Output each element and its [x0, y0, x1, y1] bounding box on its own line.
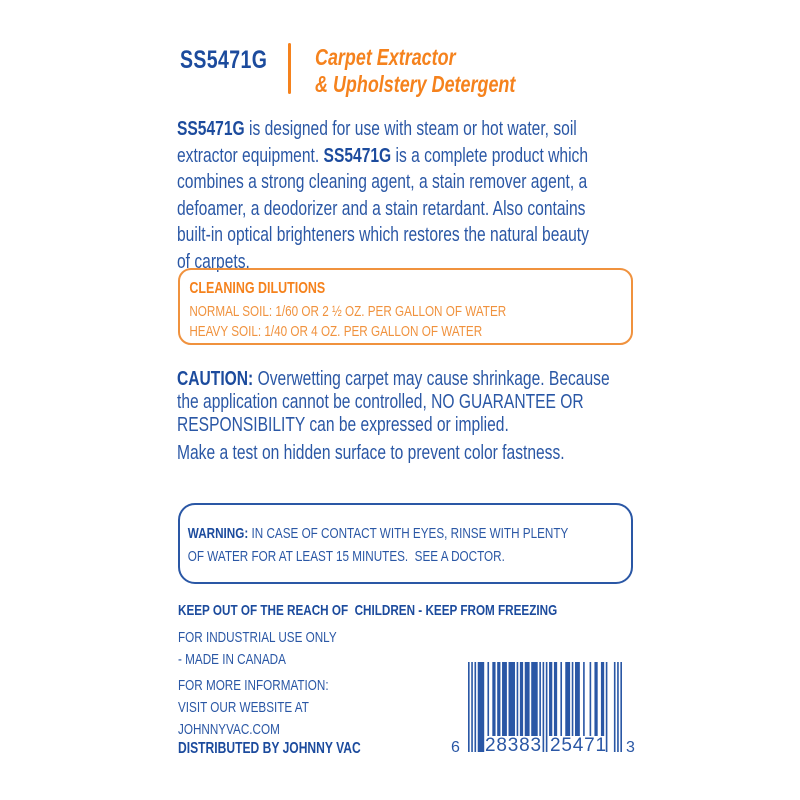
- test-note: Make a test on hidden surface to prevent color fastness.: [177, 442, 565, 464]
- website-info: [178, 675, 329, 741]
- cleaning-dilutions-content: [180, 270, 532, 342]
- product-code-inline: SS5471G: [323, 144, 392, 167]
- text-line: combines a strong cleaning agent, a stain remover agent, a: [177, 171, 588, 193]
- heavy-soil-dilution: HEAVY SOIL: 1/40 OR 4 OZ. PER GALLON OF WATER: [189, 323, 483, 340]
- warning-content: [180, 505, 569, 568]
- product-title-line2: & Upholstery Detergent: [315, 71, 516, 97]
- warning-box: [178, 503, 633, 584]
- made-in-line: - MADE IN CANADA: [178, 651, 286, 668]
- keep-out-warning: KEEP OUT OF THE REACH OF CHILDREN - KEEP FROM FREEZING: [178, 602, 558, 619]
- barcode-digit-left: 6: [451, 739, 460, 756]
- text-line: the application cannot be controlled, NO GUARANTEE OR: [177, 391, 584, 413]
- cleaning-dilutions-box: [178, 268, 633, 345]
- caution-text: [177, 368, 610, 437]
- caution-label: CAUTION:: [177, 368, 254, 390]
- text-line: extractor equipment.: [177, 144, 324, 167]
- more-info-line: FOR MORE INFORMATION:: [178, 677, 329, 694]
- warning-label: WARNING:: [187, 525, 249, 542]
- barcode: [451, 662, 635, 757]
- barcode-digit-right: 3: [626, 739, 635, 756]
- cleaning-dilutions-title: CLEANING DILUTIONS: [189, 280, 326, 297]
- header-divider: [288, 43, 291, 94]
- product-title: [315, 44, 515, 98]
- text-line: Overwetting carpet may cause shrinkage. Because: [253, 368, 610, 390]
- text-line: of carpets.: [177, 250, 250, 273]
- website-url: JOHNNYVAC.COM: [178, 721, 280, 738]
- text-line: is designed for use with steam or hot water, soil: [244, 118, 577, 140]
- usage-info: [178, 627, 337, 671]
- product-code: SS5471G: [180, 46, 268, 74]
- text-line: built-in optical brighteners which restores the natural beauty: [177, 224, 589, 246]
- barcode-digits-group2: 25471: [550, 735, 607, 756]
- product-code-inline: SS5471G: [177, 118, 245, 140]
- text-line: RESPONSIBILITY can be expressed or implied.: [177, 414, 509, 436]
- product-description: [177, 116, 589, 275]
- text-line: OF WATER FOR AT LEAST 15 MINUTES. SEE A DOCTOR.: [187, 548, 505, 565]
- text-line: IN CASE OF CONTACT WITH EYES, RINSE WITH PLENTY: [248, 525, 569, 542]
- normal-soil-dilution: NORMAL SOIL: 1/60 OR 2 ½ OZ. PER GALLON OF WATER: [189, 303, 507, 320]
- barcode-digits-group1: 28383: [485, 735, 542, 756]
- text-line: defoamer, a deodorizer and a stain retardant. Also contains: [177, 197, 586, 220]
- industrial-use-line: FOR INDUSTRIAL USE ONLY: [178, 629, 337, 646]
- visit-website-line: VISIT OUR WEBSITE AT: [178, 699, 309, 716]
- distributor: DISTRIBUTED BY JOHNNY VAC: [178, 740, 361, 757]
- product-title-line1: Carpet Extractor: [315, 44, 456, 70]
- text-line: is a complete product which: [391, 144, 589, 167]
